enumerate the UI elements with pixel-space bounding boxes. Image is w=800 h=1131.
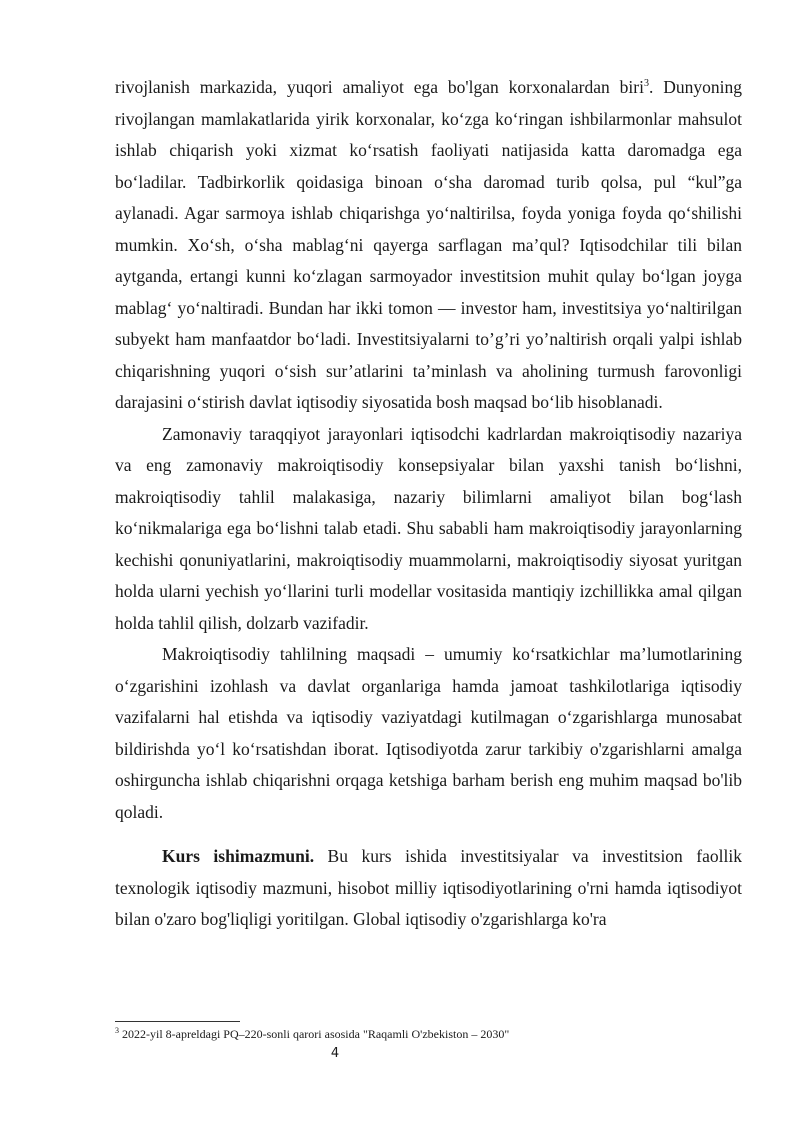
page-number: 4 (330, 1046, 340, 1061)
footnote-mark: 3 (115, 1026, 119, 1035)
body-text (115, 72, 742, 936)
paragraph-3: Makroiqtisodiy tahlilning maqsadi – umumiy ko‘rsatkichlar ma’lumotlarining o‘zgarishini izohlash va davlat organlariga hamda jamoat tashkilotlariga iqtisodiy vazifalarni hal etishda va iqtisodiy vaziyatdagi kutilmagan o‘zgarishlarga munosabat bildirishda yo‘l ko‘rsatishdan iborat. Iqtisodiyotda zarur tarkibiy o'zgarishlarni amalga oshirguncha ishlab chiqarishni orqaga ketshiga barham berish eng muhim maqsad bo'lib qoladi. (115, 644, 742, 822)
footnote-ref[interactable]: 3 (643, 78, 649, 90)
paragraph-2: Zamonaviy taraqqiyot jarayonlari iqtisodchi kadrlardan makroiqtisodiy nazariya va eng zamonaviy makroiqtisodiy konsepsiyalar bilan yaxshi tanish bo‘lishni, makroiqtisodiy tahlil malakasiga, nazariy bilimlarni amaliyot bilan bog‘lash ko‘nikmalariga ega bo‘lishni talab etadi. Shu sababli ham makroiqtisodiy jarayonlarning kechishi qonuniyatlarini, makroiqtisodiy muammolarni, makroiqtisodiy siyosat yuritgan holda ularni yechish yo‘llarini turli modellar vositasida mantiqiy izchillikka amal qilgan holda tahlil qilish, dolzarb vazifadir. (115, 423, 742, 633)
footnote: $^3$ 2022-yil 8-apreldagi PQ–220-sonli qarori asosida "Raqamli O'zbekiston – 2030" (115, 1026, 510, 1041)
paragraph-4: Kurs ishimazmuni. Bu kurs ishida investitsiyalar va investitsion faollik texnologik iqtisodiy mazmuni, hisobot milliy iqtisodiyotlarining o'rni hamda iqtisodiyot bilan o'zaro bog'liqligi yoritilgan. Global iqtisodiy o'zgarishlarga ko'ra (115, 846, 742, 929)
footnote-divider (115, 1021, 240, 1022)
paragraph-1: rivojlanish markazida, yuqori amaliyot ega bo'lgan korxonalardan biri$^3$. Dunyoning rivojlangan mamlakatlarida yirik korxonalar, ko‘zga ko‘ringan ishbilarmonlar mahsulot ishlab chiqarish yoki xizmat ko‘rsatish faoliyati natijasida katta daromadga ega bo‘ladilar. Tadbirkorlik qoidasiga binoan o‘sha daromad turib qolsa, pul “kul”ga aylanadi. Agar sarmoya ishlab chiqarishga yo‘naltirilsa, foyda yoniga foyda qo‘shilishi mumkin. Xo‘sh, o‘sha mablag‘ni qayerga sarflagan ma’qul? Iqtisodchilar tili bilan aytganda, ertangi kunni ko‘zlagan sarmoyador investitsion muhit qulay bo‘lgan joyga mablag‘ yo‘naltiradi. Bundan har ikki tomon — investor ham, investitsiya yo‘naltirilgan subyekt ham manfaatdor bo‘ladi. Investitsiyalarni to’g’ri yo’naltirish orqali yalpi ishlab chiqarishning yuqori o‘sish sur’atlarini ta’minlash va aholining turmush farovonligi darajasini o‘stirish davlat iqtisodiy siyosatida bosh maqsad bo‘lib hisoblanadi. (115, 77, 743, 412)
section-heading: Kurs ishimazmuni. (162, 846, 315, 866)
